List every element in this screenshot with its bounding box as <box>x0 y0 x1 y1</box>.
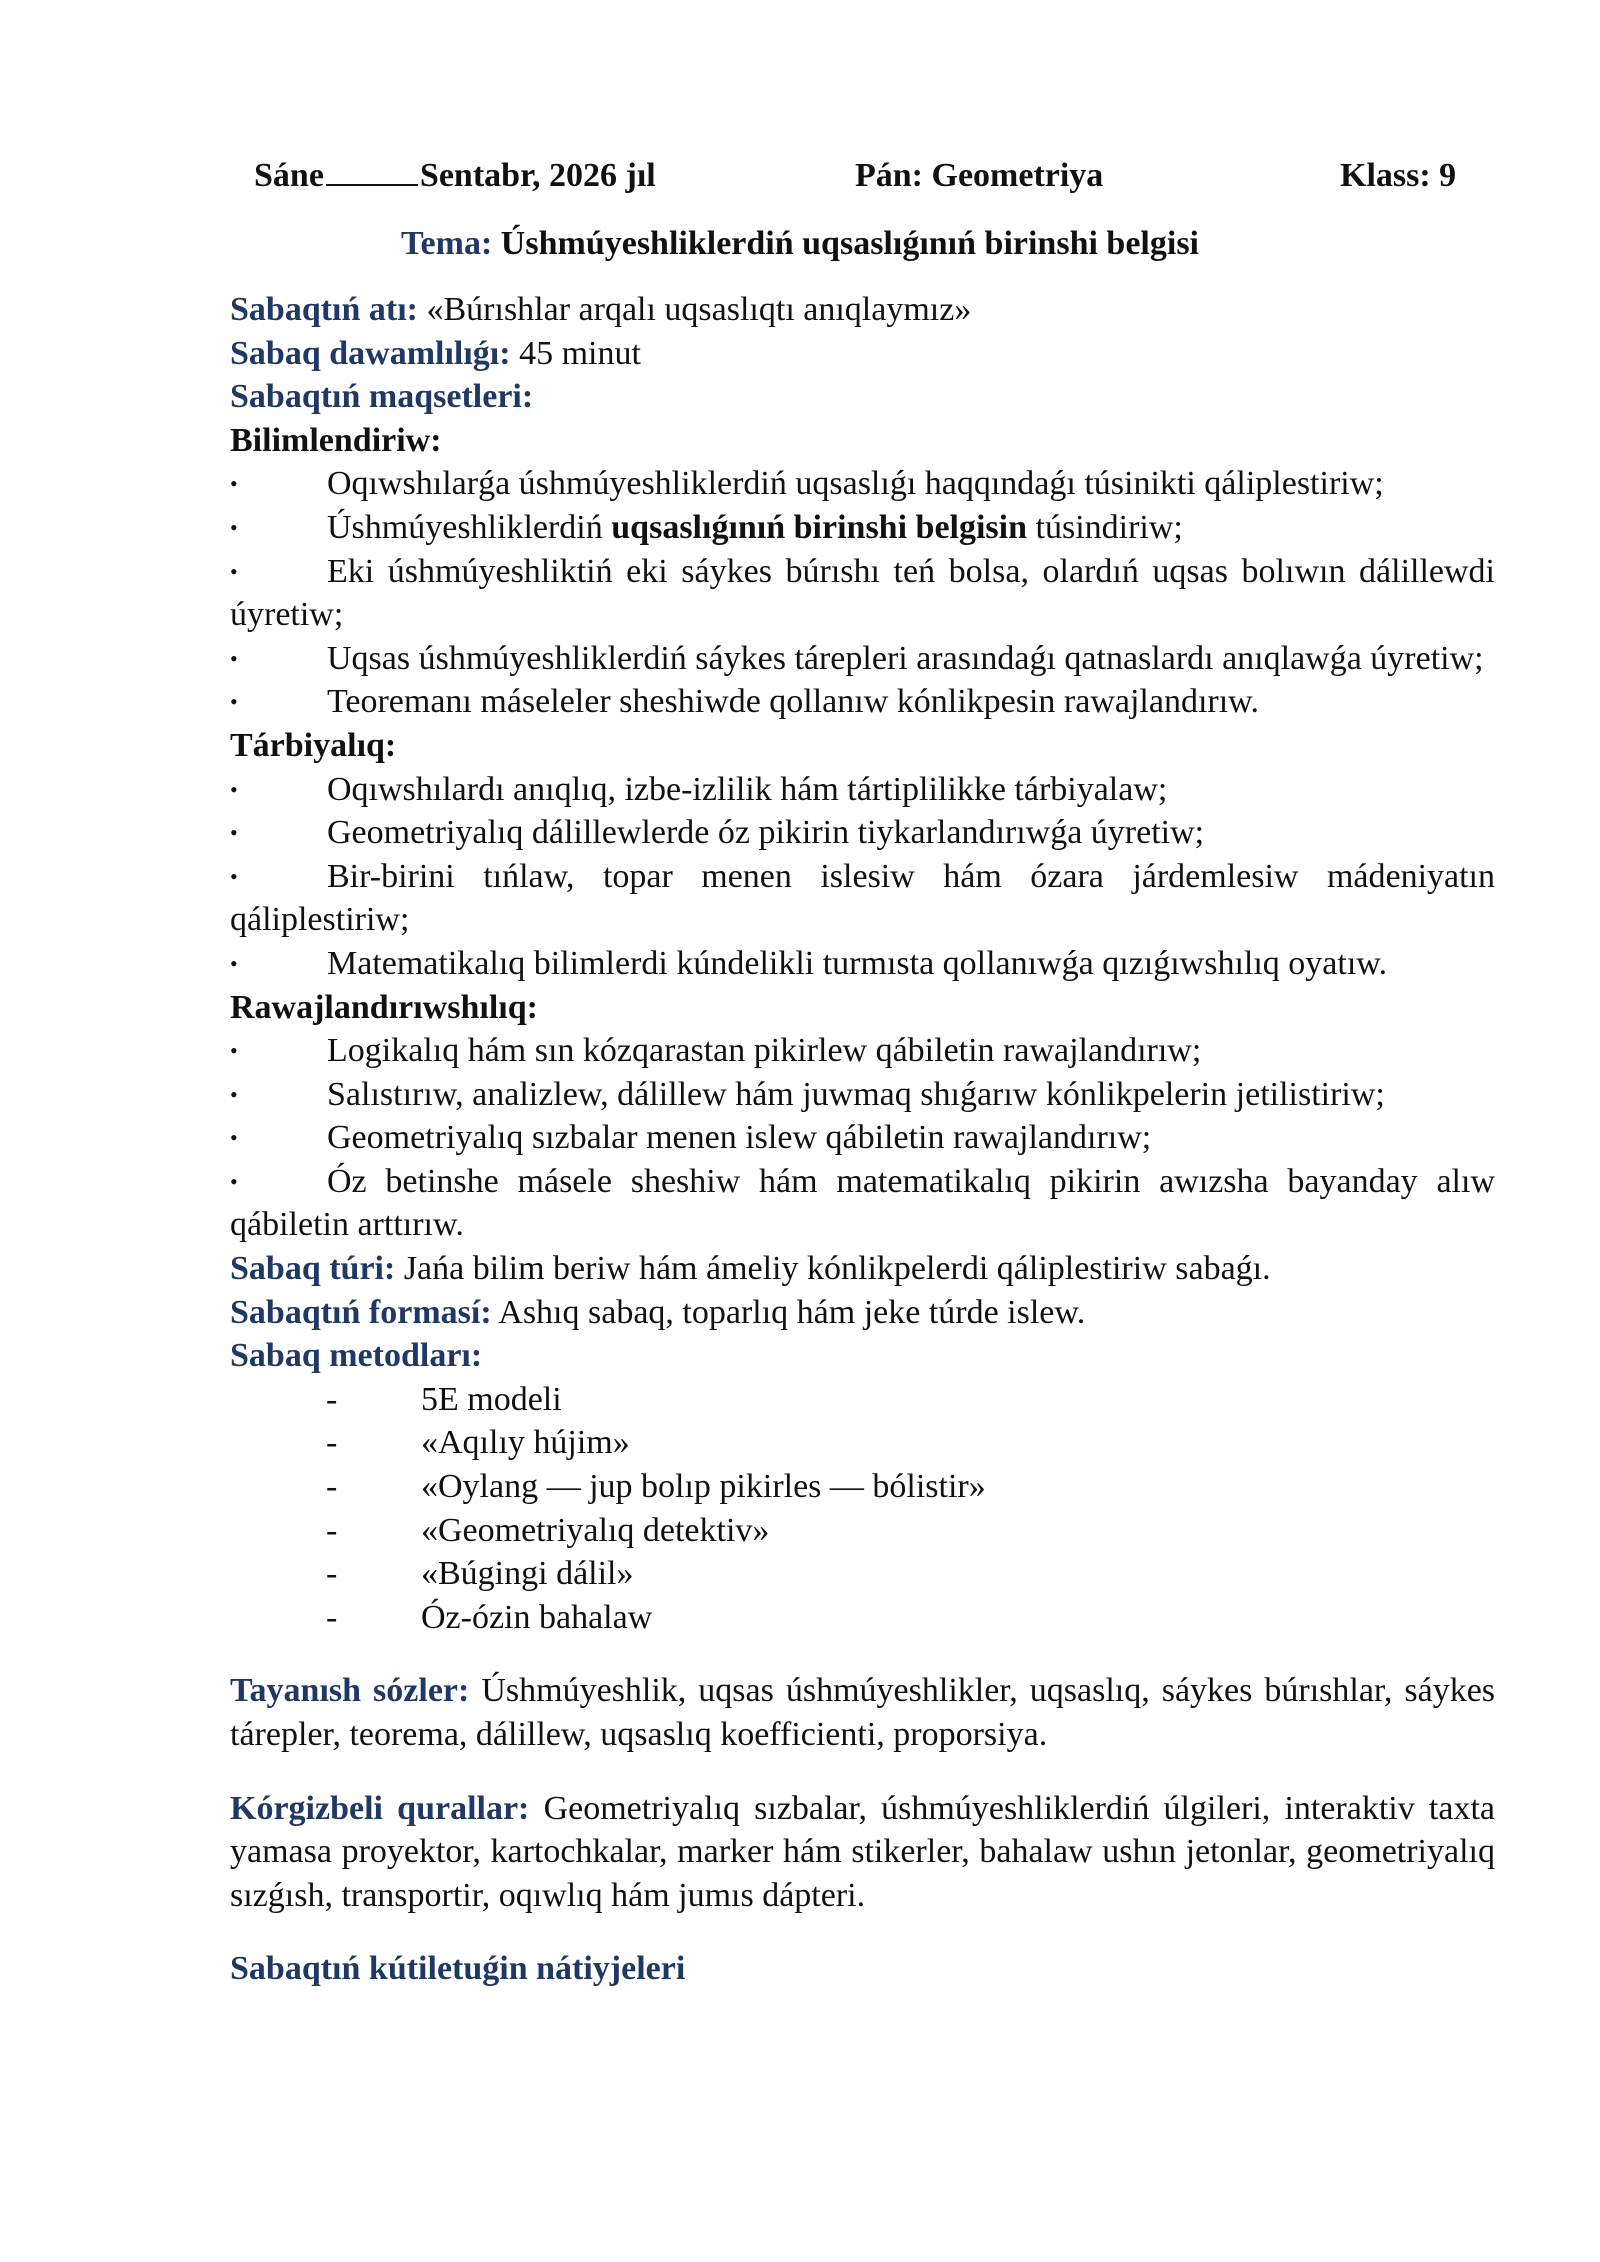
topic-label: Tema: <box>401 225 493 262</box>
list-item: • Geometriyalıq sızbalar menen islew qábiletin rawajlandırıw; <box>230 1116 1495 1160</box>
class-label: Klass: 9 <box>1340 157 1457 194</box>
developmental-list <box>230 1029 1495 1247</box>
topic-line <box>0 218 1600 270</box>
key-words-paragraph <box>230 1669 1495 1756</box>
list-item: • Eki úshmúyeshliktiń eki sáykes búrıshı teń bolsa, olardıń uqsas bolıwın dálillewdi úyretiw; <box>230 550 1495 637</box>
spacer <box>230 1639 1495 1669</box>
educational-heading: Bilimlendiriw: <box>230 421 442 459</box>
date-blank-line <box>326 183 418 186</box>
list-item: • Salıstırıw, analizlew, dálillew hám juwmaq shıǵarıw kónlikpelerin jetilistiriw; <box>230 1073 1495 1117</box>
lesson-name-line <box>230 288 1495 332</box>
lesson-type-value: Jańa bilim beriw hám ámeliy kónlikpelerdi qáliplestiriw sabaǵı. <box>403 1250 1271 1288</box>
lesson-type-label: Sabaq túri: <box>230 1250 396 1288</box>
list-item: • Logikalıq hám sın kózqarastan pikirlew qábiletin rawajlandırıw; <box>230 1029 1495 1073</box>
list-item: - 5E modeli <box>230 1378 1495 1422</box>
list-item: • Matematikalıq bilimlerdi kúndelikli turmısta qollanıwǵa qızıǵıwshılıq oyatıw. <box>230 942 1495 986</box>
list-item: • Óz betinshe másele sheshiw hám matematikalıq pikirin awızsha bayanday alıw qábiletin arttırıw. <box>230 1160 1495 1247</box>
date-value: Sentabr, 2026 jıl <box>419 157 656 194</box>
upbringing-heading: Tárbiyalıq: <box>230 726 397 764</box>
list-item: • Teoremanı máseleler sheshiwde qollanıw kónlikpesin rawajlandırıw. <box>230 680 1495 724</box>
list-item: • Úshmúyeshliklerdiń uqsaslıǵınıń birinshi belgisin túsindiriw; <box>230 506 1495 550</box>
lesson-type-line <box>230 1247 1495 1291</box>
lesson-name-value: «Búrıshlar arqalı uqsaslıqtı anıqlaymız» <box>426 291 972 328</box>
list-item: • Bir-birini tıńlaw, topar menen islesiw hám ózara járdemlesiw mádeniyatın qáliplestiriw; <box>230 855 1495 942</box>
list-item: • Uqsas úshmúyeshliklerdiń sáykes tárepleri arasındaǵı qatnaslardı anıqlawǵa úyretiw; <box>230 637 1495 681</box>
date-label: Sáne <box>254 157 324 194</box>
lesson-form-label: Sabaqtıń formasí: <box>230 1293 492 1331</box>
lesson-name-label: Sabaqtıń atı: <box>230 291 418 328</box>
list-item: - «Geometriyalıq detektiv» <box>230 1509 1495 1553</box>
list-item: - «Búgingi dálil» <box>230 1552 1495 1596</box>
list-item: • Oqıwshılardı anıqlıq, izbe-izlilik hám tártiplilikke tárbiyalaw; <box>230 768 1495 812</box>
spacer <box>230 1757 1495 1787</box>
date-line <box>254 150 656 202</box>
educational-list <box>230 462 1495 724</box>
lesson-form-value: Ashıq sabaq, toparlıq hám jeke túrde islew. <box>498 1293 1086 1331</box>
methods-list <box>230 1378 1495 1640</box>
duration-value: 45 minut <box>519 334 641 372</box>
visual-aids-value: Geometriyalıq sızbalar, úshmúyeshliklerdiń úlgileri, interaktiv taxta yamasa proyektor, kartochkalar, marker hám stikerler, bahalaw ushın jetonlar, geometriyalıq sızǵısh, transportir, oqıwlıq hám jumıs dápteri. <box>230 1789 1495 1914</box>
duration-label: Sabaq dawamlılıǵı: <box>230 334 511 372</box>
spacer <box>230 1917 1495 1947</box>
list-item: • Geometriyalıq dálillewlerde óz pikirin tiykarlandırıwǵa úyretiw; <box>230 811 1495 855</box>
topic-text: Úshmúyeshliklerdiń uqsaslıǵınıń birinshi belgisi <box>500 225 1199 262</box>
visual-aids-label: Kórgizbeli qurallar: <box>230 1789 530 1827</box>
key-words-value: Úshmúyeshlik, uqsas úshmúyeshlikler, uqsaslıq, sáykes búrıshlar, sáykes tárepler, teorema, dálillew, uqsaslıq koefficienti, proporsiya. <box>230 1672 1496 1753</box>
developmental-heading: Rawajlandırıwshılıq: <box>230 988 538 1026</box>
duration-line <box>230 332 1495 376</box>
upbringing-list <box>230 768 1495 986</box>
key-words-label: Tayanısh sózler: <box>230 1672 470 1710</box>
visual-aids-paragraph <box>230 1787 1495 1918</box>
expected-results-heading: Sabaqtıń kútiletuǵin nátiyjeleri <box>230 1950 686 1988</box>
list-item: - «Oylang — jup bolıp pikirles — bólistir» <box>230 1465 1495 1509</box>
goals-heading: Sabaqtıń maqsetleri: <box>230 378 534 416</box>
list-item: - «Aqılıy hújim» <box>230 1421 1495 1465</box>
list-item: • Oqıwshılarǵa úshmúyeshliklerdiń uqsaslıǵı haqqındaǵı túsinikti qáliplestiriw; <box>230 462 1495 506</box>
methods-heading: Sabaq metodları: <box>230 1337 483 1375</box>
document-body <box>230 288 1495 1991</box>
subject-label: Pán: Geometriya <box>855 157 1104 194</box>
lesson-form-line <box>230 1291 1495 1335</box>
list-item: - Óz-ózin bahalaw <box>230 1596 1495 1640</box>
